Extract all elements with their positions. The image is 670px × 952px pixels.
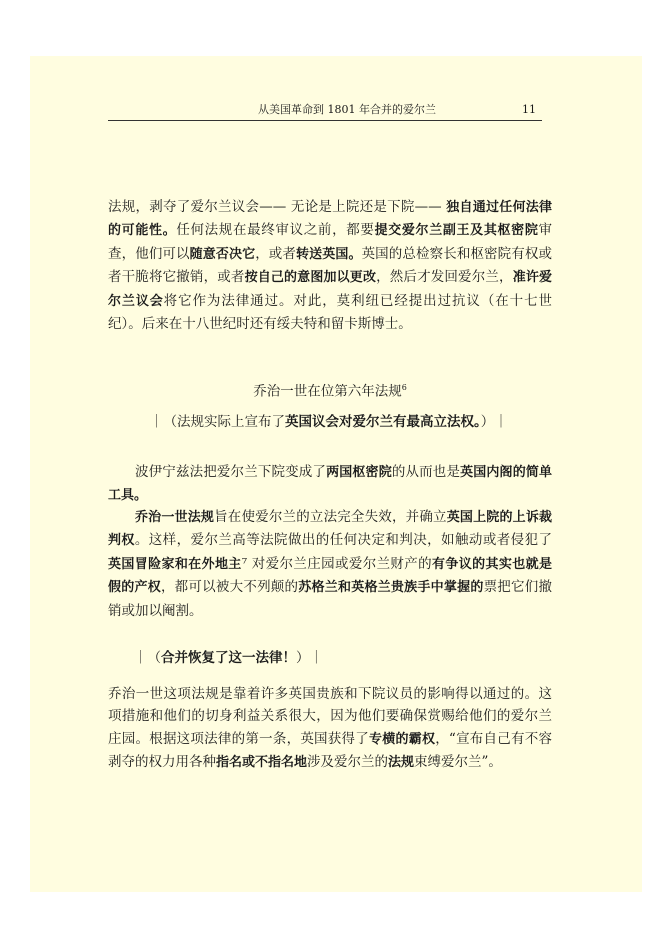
text-run: ｜（ <box>134 650 161 666</box>
bold-text-run: 乔治一世法规 <box>135 510 215 525</box>
text-run: ）｜ <box>480 414 508 430</box>
bold-text-run: 随意否决它 <box>189 246 256 262</box>
running-header <box>108 100 542 121</box>
paragraph-2 <box>108 461 552 508</box>
note-1 <box>150 411 508 433</box>
section-heading <box>108 377 552 403</box>
note-2 <box>134 647 323 669</box>
bold-text-run: 指名或不指名地 <box>216 755 308 771</box>
header-title: 从美国革命到 1801 年合并的爱尔兰 <box>258 103 436 116</box>
text-run: ，或者 <box>255 245 297 262</box>
text-run: 束缚爱尔兰”。 <box>414 754 502 771</box>
text-run: 法规，剥夺了爱尔兰议会—— 无论是上院还是下院—— <box>108 199 447 215</box>
text-run: 审查，他们可以 <box>108 222 552 262</box>
bold-text-run: 专横的霸权 <box>369 731 436 747</box>
bold-text-run: 英国上院的上诉裁判权 <box>108 510 552 549</box>
text-run: ｜（法规实际上宣布了 <box>150 414 285 430</box>
bold-text-run: 英国冒险家和在外地主 <box>108 556 242 572</box>
bold-text-run: 提交爱尔兰副王及其枢密院 <box>374 223 539 239</box>
paragraph-4 <box>108 683 552 775</box>
section-heading-text: 乔治一世在位第六年法规 <box>253 383 402 400</box>
text-run: 的从而也是 <box>391 464 461 480</box>
text-run: 票把它们撤销或加以阉割。 <box>108 579 552 619</box>
text-run: 乔治一世这项法规是靠着许多英国贵族和下院议员的影响得以通过的。这项措施和他们的切身利益关系很大，因为他们要确保赏赐给他们的爱尔兰庄园。根据这项法律的第一条，英国获得了 <box>108 686 552 747</box>
bold-text-run: 转送英国。 <box>296 246 362 262</box>
bold-text-run: 英国议会对爱尔兰有最高立法权。 <box>285 414 481 430</box>
paragraph-3 <box>108 506 552 622</box>
text-run: ，然后才发回爱尔兰， <box>376 269 513 286</box>
text-run: 英国的总检察长和枢密院有权或者干脆将它撤销，或者 <box>108 245 552 286</box>
bold-text-run: 苏格兰和英格兰贵族手中掌握的 <box>298 580 484 596</box>
bold-text-run: 有争议的其实也就是假的产权 <box>108 556 552 596</box>
text-run: 波伊宁兹法把爱尔兰下院变成了 <box>135 464 327 480</box>
text-run: ，“宣布自己有不容剥夺的权力用各种 <box>108 730 552 771</box>
text-run: 涉及爱尔兰的 <box>307 754 389 771</box>
text-run: 任何法规在最终审议之前，都要 <box>176 222 375 239</box>
bold-text-run: 合并恢复了这一法律！ <box>161 650 296 666</box>
bold-text-run: 准许爱尔兰议会 <box>108 270 552 309</box>
bold-text-run: 按自己的意图加以更改 <box>244 270 377 286</box>
bold-text-run: 英国内阁的简单工具。 <box>108 465 552 504</box>
bold-text-run: 两国枢密院 <box>326 465 392 480</box>
text-run: ）｜ <box>296 650 323 666</box>
text-run: 将它作为法律通过。对此，莫利纽已经提出过抗议（在十七世纪）。后来在十八世纪时还有绥夫特和留卡斯博士。 <box>108 292 552 333</box>
bold-text-run: 法规 <box>388 755 415 771</box>
text-run: 旨在使爱尔兰的立法完全失效，并确立 <box>214 509 447 525</box>
footnote-marker: 6 <box>401 383 407 392</box>
text-run: ⁷ 对爱尔兰庄园或爱尔兰财产的 <box>241 555 433 572</box>
page-number: 11 <box>522 103 536 116</box>
bold-text-run: 独自通过任何法律的可能性。 <box>108 200 552 239</box>
paragraph-1 <box>108 196 552 335</box>
text-run: ，都可以被大不列颠的 <box>160 579 299 596</box>
text-run: 。这样，爱尔兰高等法院做出的任何决定和判决，如触动或者侵犯了 <box>134 532 552 549</box>
